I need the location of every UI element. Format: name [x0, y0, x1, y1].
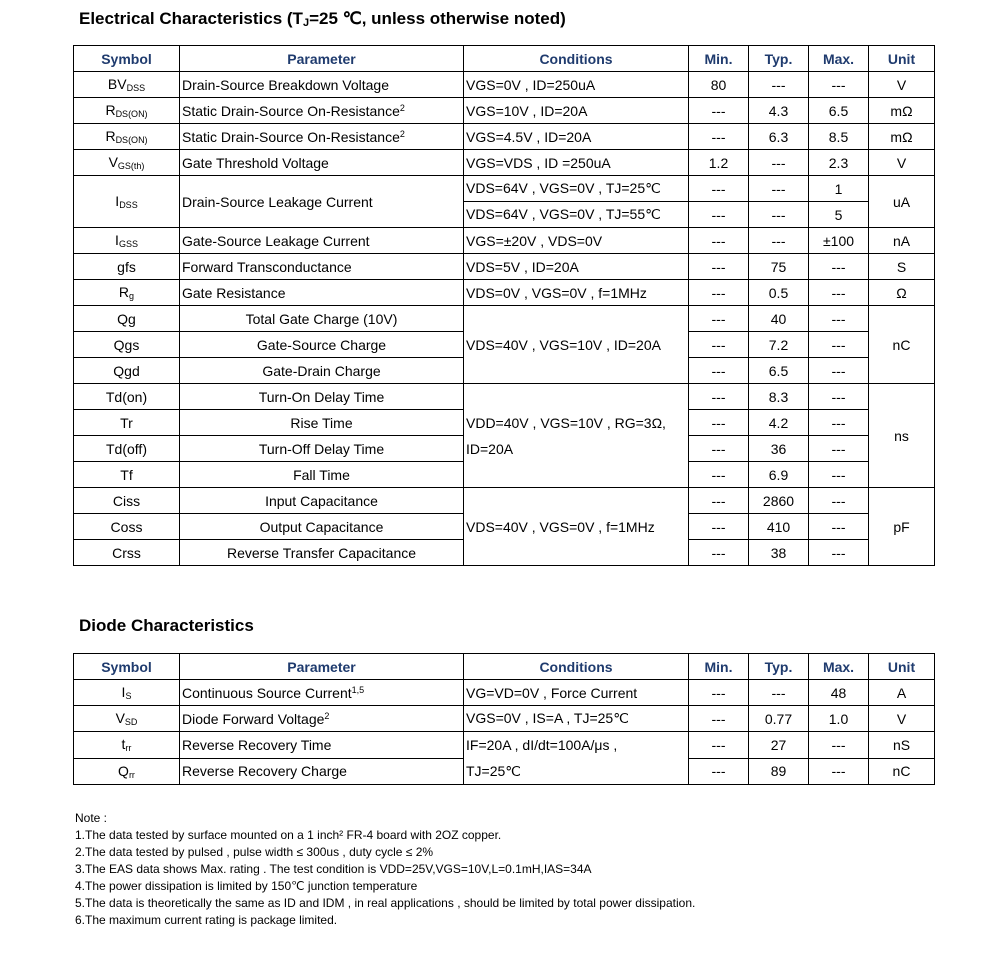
conditions-cell: VDS=64V , VGS=0V , TJ=25℃ [464, 176, 689, 202]
header-min: Min. [689, 654, 749, 680]
table-row [74, 254, 935, 280]
parameter-cell: Gate Resistance [180, 280, 464, 306]
table-row [74, 706, 935, 732]
max-cell: 2.3 [809, 150, 869, 176]
conditions-cell: VDS=64V , VGS=0V , TJ=55℃ [464, 202, 689, 228]
symbol-cell: Tf [74, 462, 180, 488]
max-cell: 48 [809, 680, 869, 706]
parameter-cell: Gate-Drain Charge [180, 358, 464, 384]
table-row [74, 176, 935, 202]
min-cell: --- [689, 358, 749, 384]
table-row [74, 150, 935, 176]
max-cell: 5 [809, 202, 869, 228]
max-cell: --- [809, 758, 869, 785]
symbol-cell: Crss [74, 540, 180, 566]
min-cell: --- [689, 280, 749, 306]
parameter-cell: Turn-Off Delay Time [180, 436, 464, 462]
symbol-cell: Coss [74, 514, 180, 540]
diode-characteristics-table [73, 653, 935, 785]
table-header-row [74, 46, 935, 72]
typ-cell: 4.2 [749, 410, 809, 436]
typ-cell: 4.3 [749, 98, 809, 124]
min-cell: --- [689, 410, 749, 436]
typ-cell: --- [749, 228, 809, 254]
unit-cell: nC [869, 758, 935, 785]
header-conditions: Conditions [464, 654, 689, 680]
max-cell: --- [809, 462, 869, 488]
unit-cell: uA [869, 176, 935, 228]
max-cell: 1 [809, 176, 869, 202]
note-5: 5.The data is theoretically the same as ID and IDM , in real applications , should be limited by total power dissipation. [75, 896, 696, 910]
unit-cell: nA [869, 228, 935, 254]
symbol-cell: Td(on) [74, 384, 180, 410]
max-cell: ±100 [809, 228, 869, 254]
max-cell: --- [809, 436, 869, 462]
table-row [74, 280, 935, 306]
notes-section [75, 810, 695, 929]
header-typ: Typ. [749, 654, 809, 680]
symbol-cell: $I_{DSS}$ [74, 176, 180, 228]
unit-cell: mΩ [869, 124, 935, 150]
symbol-cell: gfs [74, 254, 180, 280]
conditions-cell: VGS=0V , ID=250uA [464, 72, 689, 98]
symbol-cell: $I_S$ [74, 680, 180, 706]
symbol-cell: Qg [74, 306, 180, 332]
symbol-cell: $t_{rr}$ [74, 732, 180, 759]
unit-cell: nS [869, 732, 935, 759]
parameter-cell: Rise Time [180, 410, 464, 436]
symbol-cell: $V_{SD}$ [74, 706, 180, 732]
parameter-cell: Drain-Source Leakage Current [180, 176, 464, 228]
min-cell: --- [689, 124, 749, 150]
max-cell: --- [809, 384, 869, 410]
parameter-cell: Gate-Source Leakage Current [180, 228, 464, 254]
parameter-cell: Total Gate Charge (10V) [180, 306, 464, 332]
conditions-cell: VDS=40V , VGS=10V , ID=20A [464, 306, 689, 384]
max-cell: --- [809, 488, 869, 514]
max-cell: --- [809, 72, 869, 98]
unit-cell: mΩ [869, 98, 935, 124]
note-3: 3.The EAS data shows Max. rating . The test condition is VDD=25V,VGS=10V,L=0.1mH,IAS=34A [75, 862, 592, 876]
conditions-cell: VGS=10V , ID=20A [464, 98, 689, 124]
table-row [74, 72, 935, 98]
note-4: 4.The power dissipation is limited by 150℃ junction temperature [75, 879, 418, 893]
max-cell: 1.0 [809, 706, 869, 732]
parameter-cell: Gate Threshold Voltage [180, 150, 464, 176]
conditions-cell: VGS=0V , IS=A , TJ=25℃ [464, 706, 689, 732]
note-2: 2.The data tested by pulsed , pulse width ≤ 300us , duty cycle ≤ 2% [75, 845, 434, 859]
header-symbol: Symbol [74, 46, 180, 72]
typ-cell: 410 [749, 514, 809, 540]
symbol-cell: $I_{GSS}$ [74, 228, 180, 254]
header-min: Min. [689, 46, 749, 72]
header-unit: Unit [869, 654, 935, 680]
symbol-cell: Ciss [74, 488, 180, 514]
table-row [74, 732, 935, 759]
parameter-cell: Output Capacitance [180, 514, 464, 540]
parameter-cell: Forward Transconductance [180, 254, 464, 280]
typ-cell: 6.3 [749, 124, 809, 150]
header-parameter: Parameter [180, 46, 464, 72]
unit-cell: pF [869, 488, 935, 566]
symbol-cell: Tr [74, 410, 180, 436]
conditions-cell: VGS=VDS , ID =250uA [464, 150, 689, 176]
typ-cell: 89 [749, 758, 809, 785]
typ-cell: 40 [749, 306, 809, 332]
symbol-cell: Qgd [74, 358, 180, 384]
typ-cell: 75 [749, 254, 809, 280]
diode-characteristics-title: Diode Characteristics [79, 616, 254, 635]
symbol-cell: $R_{DS(ON)}$ [74, 98, 180, 124]
typ-cell: 36 [749, 436, 809, 462]
table-row [74, 98, 935, 124]
symbol-cell: Td(off) [74, 436, 180, 462]
unit-cell: S [869, 254, 935, 280]
max-cell: --- [809, 514, 869, 540]
header-parameter: Parameter [180, 654, 464, 680]
typ-cell: 7.2 [749, 332, 809, 358]
table-row [74, 488, 935, 514]
note-6: 6.The maximum current rating is package limited. [75, 913, 338, 927]
max-cell: 8.5 [809, 124, 869, 150]
typ-cell: --- [749, 72, 809, 98]
min-cell: --- [689, 176, 749, 202]
unit-cell: V [869, 706, 935, 732]
parameter-cell: Input Capacitance [180, 488, 464, 514]
typ-cell: 38 [749, 540, 809, 566]
min-cell: --- [689, 758, 749, 785]
conditions-cell: VDS=0V , VGS=0V , f=1MHz [464, 280, 689, 306]
min-cell: --- [689, 436, 749, 462]
conditions-cell: VDS=5V , ID=20A [464, 254, 689, 280]
min-cell: --- [689, 98, 749, 124]
typ-cell: 6.9 [749, 462, 809, 488]
table-row [74, 228, 935, 254]
header-max: Max. [809, 654, 869, 680]
symbol-cell: $BV_{DSS}$ [74, 72, 180, 98]
typ-cell: 0.5 [749, 280, 809, 306]
table-row [74, 384, 935, 410]
min-cell: 1.2 [689, 150, 749, 176]
typ-cell: --- [749, 176, 809, 202]
typ-cell: 27 [749, 732, 809, 759]
header-symbol: Symbol [74, 654, 180, 680]
typ-cell: 6.5 [749, 358, 809, 384]
min-cell: --- [689, 732, 749, 759]
conditions-cell: VDD=40V , VGS=10V , RG=3Ω, ID=20A [464, 384, 689, 488]
min-cell: --- [689, 488, 749, 514]
unit-cell: nC [869, 306, 935, 384]
typ-cell: --- [749, 680, 809, 706]
min-cell: 80 [689, 72, 749, 98]
min-cell: --- [689, 202, 749, 228]
max-cell: --- [809, 306, 869, 332]
min-cell: --- [689, 540, 749, 566]
symbol-cell: $R_{DS(ON)}$ [74, 124, 180, 150]
parameter-cell: Static Drain-Source On-Resistance$^2$ [180, 124, 464, 150]
max-cell: --- [809, 358, 869, 384]
symbol-cell: $V_{GS(th)}$ [74, 150, 180, 176]
symbol-cell: Qgs [74, 332, 180, 358]
typ-cell: 2860 [749, 488, 809, 514]
unit-cell: V [869, 72, 935, 98]
min-cell: --- [689, 680, 749, 706]
parameter-cell: Diode Forward Voltage$^2$ [180, 706, 464, 732]
min-cell: --- [689, 514, 749, 540]
symbol-cell: $R_g$ [74, 280, 180, 306]
parameter-cell: Turn-On Delay Time [180, 384, 464, 410]
parameter-cell: Static Drain-Source On-Resistance$^2$ [180, 98, 464, 124]
max-cell: 6.5 [809, 98, 869, 124]
max-cell: --- [809, 280, 869, 306]
typ-cell: 8.3 [749, 384, 809, 410]
unit-cell: A [869, 680, 935, 706]
min-cell: --- [689, 384, 749, 410]
unit-cell: V [869, 150, 935, 176]
conditions-cell: VGS=±20V , VDS=0V [464, 228, 689, 254]
min-cell: --- [689, 462, 749, 488]
max-cell: --- [809, 410, 869, 436]
header-unit: Unit [869, 46, 935, 72]
max-cell: --- [809, 332, 869, 358]
table-row [74, 306, 935, 332]
min-cell: --- [689, 706, 749, 732]
header-conditions: Conditions [464, 46, 689, 72]
typ-cell: 0.77 [749, 706, 809, 732]
typ-cell: --- [749, 202, 809, 228]
notes-heading: Note : [75, 811, 108, 825]
min-cell: --- [689, 254, 749, 280]
parameter-cell: Continuous Source Current$^{1,5}$ [180, 680, 464, 706]
min-cell: --- [689, 228, 749, 254]
parameter-cell: Gate-Source Charge [180, 332, 464, 358]
table-row [74, 680, 935, 706]
conditions-cell: VG=VD=0V , Force Current [464, 680, 689, 706]
max-cell: --- [809, 732, 869, 759]
electrical-characteristics-table [73, 45, 935, 566]
conditions-cell: VGS=4.5V , ID=20A [464, 124, 689, 150]
unit-cell: ns [869, 384, 935, 488]
parameter-cell: Reverse Recovery Charge [180, 758, 464, 785]
min-cell: --- [689, 306, 749, 332]
unit-cell: Ω [869, 280, 935, 306]
parameter-cell: Reverse Recovery Time [180, 732, 464, 759]
header-typ: Typ. [749, 46, 809, 72]
header-max: Max. [809, 46, 869, 72]
electrical-characteristics-title: Electrical Characteristics ($T_J=25$ ℃, unless otherwise noted) [79, 9, 566, 29]
max-cell: --- [809, 254, 869, 280]
table-row [74, 124, 935, 150]
table-header-row [74, 654, 935, 680]
conditions-cell: VDS=40V , VGS=0V , f=1MHz [464, 488, 689, 566]
note-1: 1.The data tested by surface mounted on a 1 inch² FR-4 board with 2OZ copper. [75, 828, 502, 842]
min-cell: --- [689, 332, 749, 358]
parameter-cell: Reverse Transfer Capacitance [180, 540, 464, 566]
parameter-cell: Drain-Source Breakdown Voltage [180, 72, 464, 98]
symbol-cell: $Q_{rr}$ [74, 758, 180, 785]
typ-cell: --- [749, 150, 809, 176]
parameter-cell: Fall Time [180, 462, 464, 488]
max-cell: --- [809, 540, 869, 566]
conditions-cell: IF=20A , dI/dt=100A/μs , TJ=25℃ [464, 732, 689, 785]
